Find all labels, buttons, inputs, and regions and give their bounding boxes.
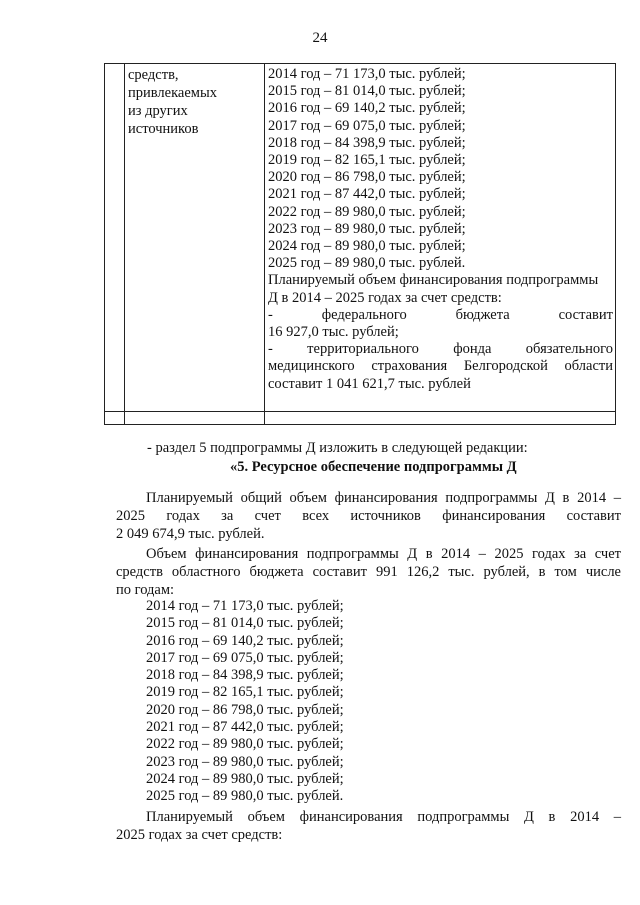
table-year-line: 2024 год – 89 980,0 тыс. рублей; bbox=[268, 238, 466, 255]
year-funding-item: 2018 год – 84 398,9 тыс. рублей; bbox=[146, 667, 344, 684]
year-funding-item: 2020 год – 86 798,0 тыс. рублей; bbox=[146, 701, 344, 718]
table-values-cell bbox=[268, 66, 613, 393]
year-funding-item: 2024 год – 89 980,0 тыс. рублей; bbox=[146, 770, 344, 787]
table-label-line: привлекаемых bbox=[128, 85, 217, 101]
paragraph-line: 2025 годах за счет средств: bbox=[116, 827, 283, 843]
year-funding-item: 2015 год – 81 014,0 тыс. рублей; bbox=[146, 615, 344, 632]
table-label-line: из других bbox=[128, 103, 188, 119]
paragraph-line: по годам: bbox=[116, 582, 175, 598]
year-funding-list bbox=[146, 598, 344, 806]
table-label-cell bbox=[128, 66, 260, 138]
table-year-line: 2019 год – 82 165,1 тыс. рублей; bbox=[268, 152, 466, 169]
year-funding-item: 2016 год – 69 140,2 тыс. рублей; bbox=[146, 632, 344, 649]
paragraph-line: Планируемый общий объем финансирования подпрограммы Д в 2014 – bbox=[146, 490, 621, 506]
paragraph-line: Планируемый объем финансирования подпрограммы Д в 2014 – bbox=[146, 809, 621, 825]
section-title: «5. Ресурсное обеспечение подпрограммы Д bbox=[230, 459, 517, 475]
table-label-line: средств, bbox=[128, 67, 179, 83]
table-year-line: 2015 год – 81 014,0 тыс. рублей; bbox=[268, 83, 466, 100]
table-planned-line: Д в 2014 – 2025 годах за счет средств: bbox=[268, 289, 502, 306]
year-funding-item: 2023 год – 89 980,0 тыс. рублей; bbox=[146, 753, 344, 770]
year-funding-item: 2021 год – 87 442,0 тыс. рублей; bbox=[146, 719, 344, 736]
table-year-line: 2017 год – 69 075,0 тыс. рублей; bbox=[268, 117, 466, 134]
table-row-divider bbox=[104, 411, 615, 412]
year-funding-item: 2017 год – 69 075,0 тыс. рублей; bbox=[146, 649, 344, 666]
paragraph-line: 2 049 674,9 тыс. рублей. bbox=[116, 526, 265, 542]
paragraph-planned-sources bbox=[116, 808, 621, 844]
paragraph-line: средств областного бюджета составит 991 126,2 тыс. рублей, в том числе bbox=[116, 564, 621, 580]
paragraph-line: 2025 годах за счет всех источников финансирования составит bbox=[116, 508, 621, 524]
table-column-divider-1 bbox=[124, 64, 125, 424]
table-column-divider-2 bbox=[264, 64, 265, 424]
amendment-instruction: - раздел 5 подпрограммы Д изложить в следующей редакции: bbox=[147, 440, 528, 456]
year-funding-item: 2025 год – 89 980,0 тыс. рублей. bbox=[146, 788, 344, 805]
paragraph-line: Объем финансирования подпрограммы Д в 2014 – 2025 годах за счет bbox=[146, 546, 621, 562]
table-territorial-line: - территориального фонда обязательного bbox=[268, 341, 613, 358]
table-federal-line: - федерального бюджета составит bbox=[268, 306, 613, 323]
table-year-line: 2025 год – 89 980,0 тыс. рублей. bbox=[268, 255, 466, 272]
paragraph-regional-budget bbox=[116, 545, 621, 599]
table-year-line: 2016 год – 69 140,2 тыс. рублей; bbox=[268, 100, 466, 117]
table-territorial-amount: составит 1 041 621,7 тыс. рублей bbox=[268, 375, 471, 392]
table-year-line: 2021 год – 87 442,0 тыс. рублей; bbox=[268, 186, 466, 203]
table-year-line: 2023 год – 89 980,0 тыс. рублей; bbox=[268, 220, 466, 237]
paragraph-total-funding bbox=[116, 489, 621, 543]
year-funding-item: 2019 год – 82 165,1 тыс. рублей; bbox=[146, 684, 344, 701]
table-year-line: 2018 год – 84 398,9 тыс. рублей; bbox=[268, 134, 466, 151]
year-funding-item: 2014 год – 71 173,0 тыс. рублей; bbox=[146, 598, 344, 614]
table-year-line: 2022 год – 89 980,0 тыс. рублей; bbox=[268, 203, 466, 220]
table-border-left bbox=[104, 64, 105, 424]
table-year-line: 2020 год – 86 798,0 тыс. рублей; bbox=[268, 169, 466, 186]
year-funding-item: 2022 год – 89 980,0 тыс. рублей; bbox=[146, 736, 344, 753]
table-label-line: источников bbox=[128, 121, 199, 137]
table-territorial-line: медицинского страхования Белгородской области bbox=[268, 358, 613, 375]
table-year-line: 2014 год – 71 173,0 тыс. рублей; bbox=[268, 66, 466, 82]
page-number: 24 bbox=[312, 30, 328, 46]
table-federal-amount: 16 927,0 тыс. рублей; bbox=[268, 324, 399, 341]
table-planned-line: Планируемый объем финансирования подпрограммы bbox=[268, 272, 599, 289]
